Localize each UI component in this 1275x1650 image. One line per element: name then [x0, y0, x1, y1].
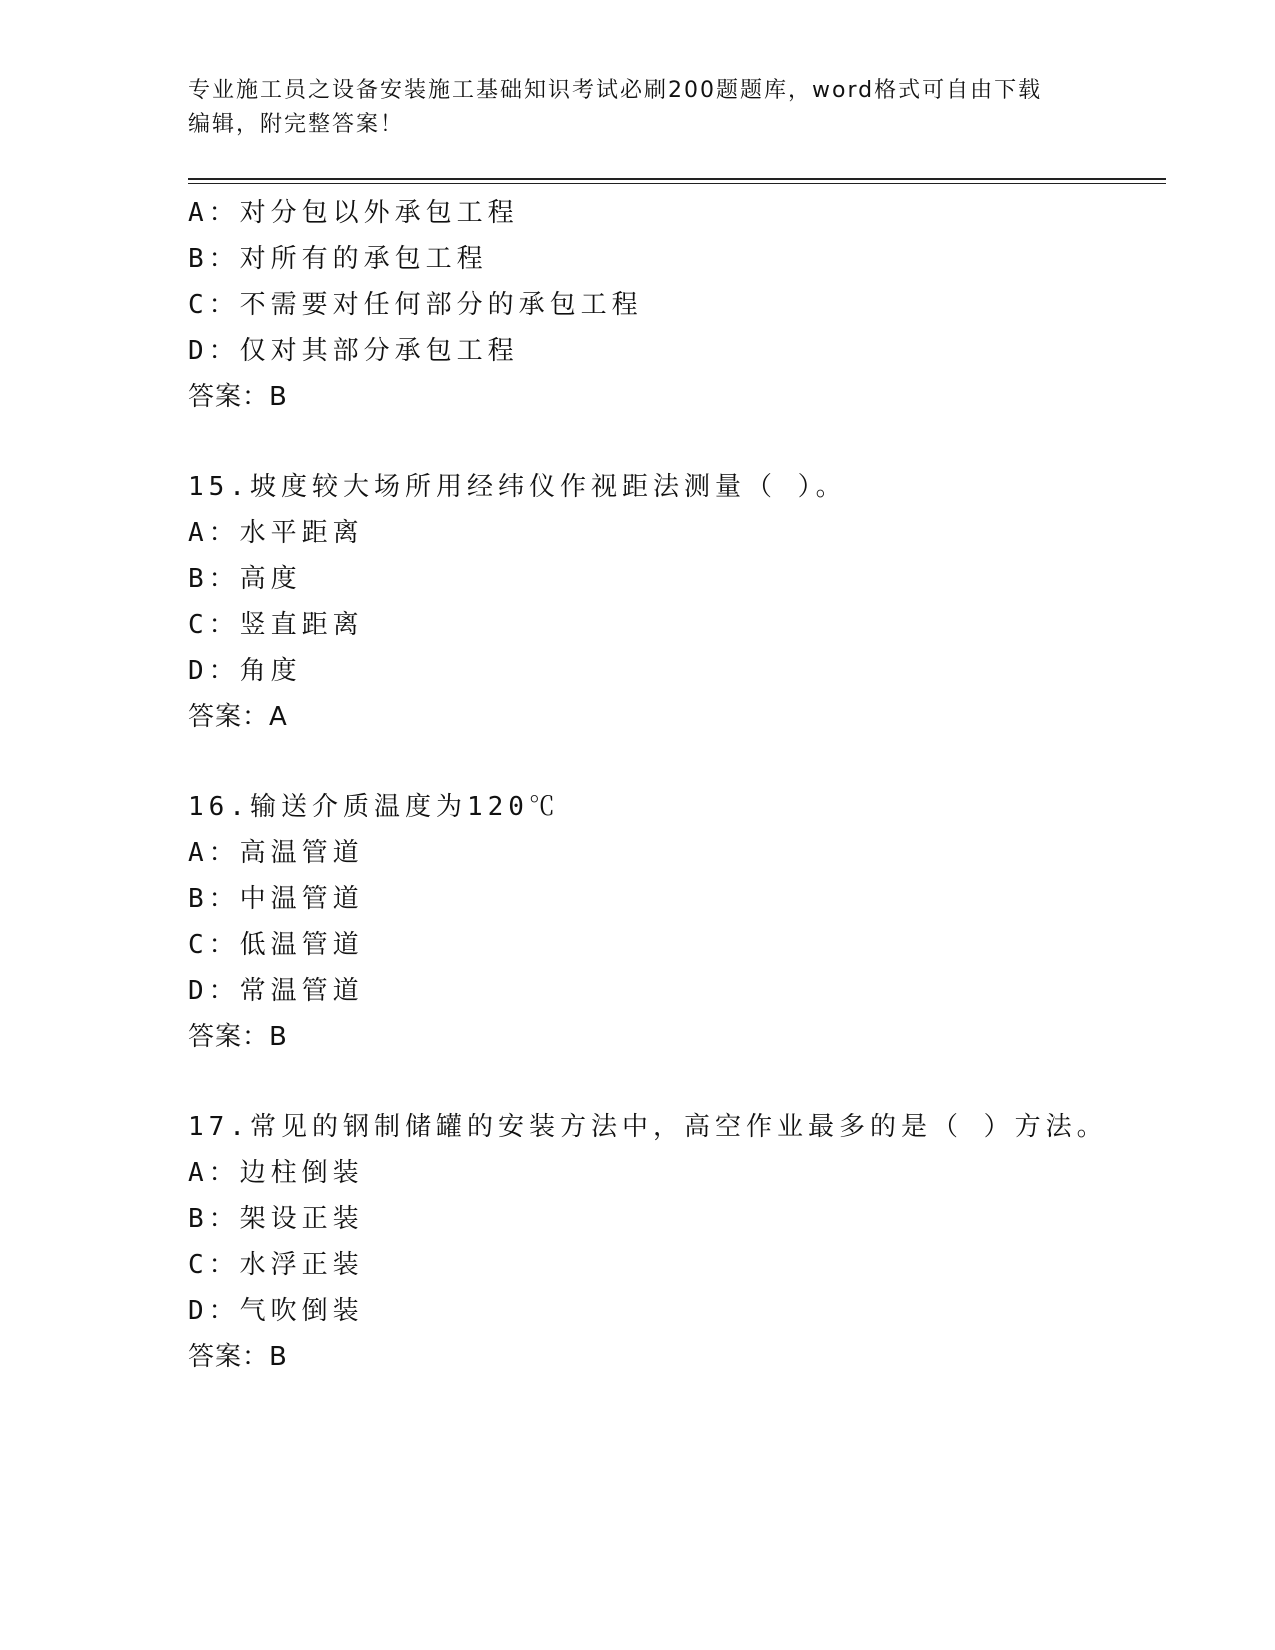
header-line-2: 编辑，附完整答案！ — [188, 112, 405, 137]
option-a: A：边柱倒装 — [188, 1158, 364, 1188]
document-header — [188, 74, 1068, 142]
question-text: 16.输送介质温度为120℃ — [188, 792, 560, 822]
option-a: A：对分包以外承包工程 — [188, 198, 519, 228]
option-c: C：竖直距离 — [188, 610, 364, 640]
header-divider-thin — [188, 183, 1166, 184]
option-b: B：中温管道 — [188, 884, 364, 914]
option-a: A：水平距离 — [188, 518, 364, 548]
option-d: D：角度 — [188, 656, 302, 686]
question-text: 17.常见的钢制储罐的安装方法中，高空作业最多的是（ ）方法。 — [188, 1112, 1108, 1142]
option-a: A：高温管道 — [188, 838, 364, 868]
answer-line: 答案：A — [188, 702, 288, 732]
question-block-16 — [188, 784, 1168, 1060]
option-d: D：气吹倒装 — [188, 1296, 364, 1326]
header-line-1: 专业施工员之设备安装施工基础知识考试必刷200题题库，word格式可自由下载 — [188, 78, 1043, 103]
spacer — [188, 740, 1168, 784]
spacer — [188, 1060, 1168, 1104]
question-list — [188, 190, 1168, 1380]
option-b: B：高度 — [188, 564, 302, 594]
answer-line: 答案：B — [188, 1022, 288, 1052]
option-c: C：不需要对任何部分的承包工程 — [188, 290, 643, 320]
spacer — [188, 420, 1168, 464]
answer-line: 答案：B — [188, 382, 288, 412]
answer-line: 答案：B — [188, 1342, 288, 1372]
option-b: B：对所有的承包工程 — [188, 244, 488, 274]
question-text: 15.坡度较大场所用经纬仪作视距法测量（ ）。 — [188, 472, 847, 502]
question-block-15 — [188, 464, 1168, 740]
option-b: B：架设正装 — [188, 1204, 364, 1234]
option-d: D：常温管道 — [188, 976, 364, 1006]
option-c: C：低温管道 — [188, 930, 364, 960]
option-d: D：仅对其部分承包工程 — [188, 336, 519, 366]
header-divider-thick — [188, 178, 1166, 180]
question-block-17 — [188, 1104, 1168, 1380]
option-c: C：水浮正装 — [188, 1250, 364, 1280]
question-block-partial — [188, 190, 1168, 420]
